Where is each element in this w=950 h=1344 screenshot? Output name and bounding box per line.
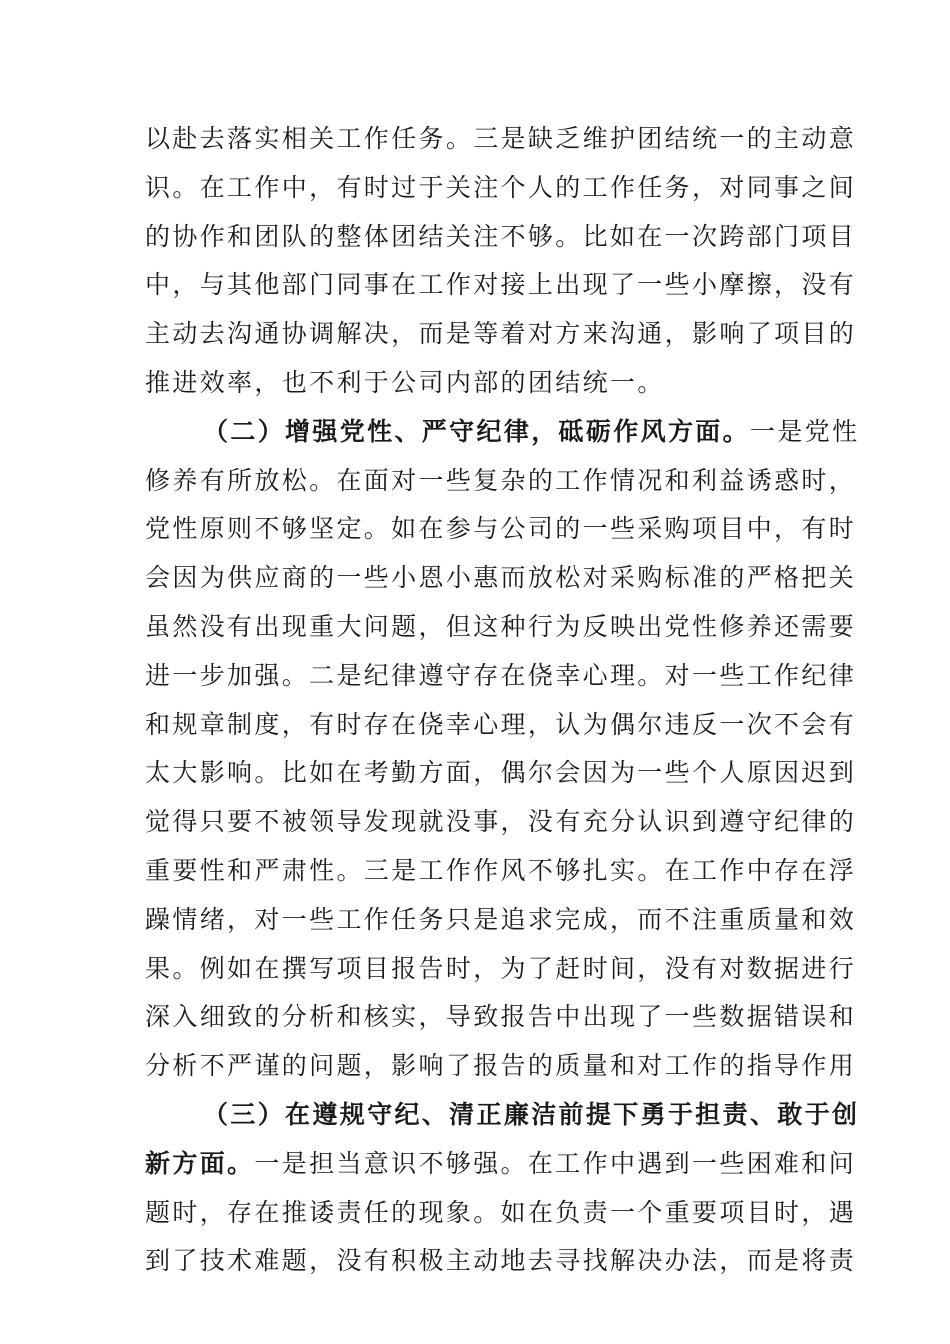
- body-text: 党性原则不够坚定。如在参与公司的一些采购项目中，有时: [145, 514, 857, 544]
- text-line: [145, 359, 810, 408]
- body-text: 和规章制度，有时存在侥幸心理，认为偶尔违反一次不会有: [145, 709, 857, 739]
- text-line: [145, 603, 857, 652]
- body-text: 题时，存在推诿责任的现象。如在负责一个重要项目时，遇: [145, 1197, 857, 1227]
- text-line: [145, 847, 857, 896]
- body-text: 的协作和团队的整体团结关注不够。比如在一次跨部门项目: [145, 221, 857, 251]
- text-line: [145, 1140, 857, 1189]
- text-line: [145, 505, 857, 554]
- text-line: [145, 896, 857, 945]
- text-line: [145, 652, 857, 701]
- body-text: 太大影响。比如在考勤方面，偶尔会因为一些个人原因迟到: [145, 758, 857, 788]
- heading-text: （三）在遵规守纪、清正廉洁前提下勇于担责、敢于创: [203, 1099, 860, 1129]
- text-line: [145, 213, 857, 262]
- body-text: 主动去沟通协调解决，而是等着对方来沟通，影响了项目的: [145, 319, 857, 349]
- body-text: 会因为供应商的一些小恩小惠而放松对采购标准的严格把关: [145, 563, 857, 593]
- document-body: [145, 115, 860, 1286]
- text-line: [145, 749, 857, 798]
- text-line: [145, 164, 857, 213]
- body-text: 到了技术难题，没有积极主动地去寻找解决办法，而是将责: [145, 1246, 857, 1276]
- heading-text: （二）增强党性、严守纪律，砥砺作风方面。: [203, 416, 751, 446]
- text-line: [145, 261, 857, 310]
- text-line: [145, 1042, 857, 1091]
- body-text: 推进效率，也不利于公司内部的团结统一。: [145, 367, 665, 397]
- text-line: [145, 945, 857, 994]
- body-text: 果。例如在撰写项目报告时，为了赶时间，没有对数据进行: [145, 953, 857, 983]
- body-text: 分析不严谨的问题，影响了报告的质量和对工作的指导作用: [145, 1051, 857, 1081]
- body-text: 以赴去落实相关工作任务。三是缺乏维护团结统一的主动意: [145, 124, 857, 153]
- text-line: [145, 1237, 857, 1286]
- text-line: [145, 1091, 860, 1140]
- text-line: [145, 554, 857, 603]
- text-line: [145, 993, 857, 1042]
- body-text: 虽然没有出现重大问题，但这种行为反映出党性修养还需要: [145, 611, 857, 641]
- body-text: 一是党性: [750, 416, 860, 446]
- text-line: [145, 408, 860, 457]
- text-line: [145, 115, 857, 164]
- text-line: [145, 310, 857, 359]
- text-line: [145, 457, 857, 506]
- text-line: [145, 701, 857, 750]
- body-text: 识。在工作中，有时过于关注个人的工作任务，对同事之间: [145, 172, 857, 202]
- heading-text: 新方面。: [145, 1148, 255, 1178]
- body-text: 深入细致的分析和核实，导致报告中出现了一些数据错误和: [145, 1002, 857, 1032]
- body-text: 一是担当意识不够强。在工作中遇到一些困难和问: [254, 1148, 857, 1178]
- body-text: 觉得只要不被领导发现就没事，没有充分认识到遵守纪律的: [145, 807, 857, 837]
- body-text: 中，与其他部门同事在工作对接上出现了一些小摩擦，没有: [145, 270, 857, 300]
- body-text: 重要性和严肃性。三是工作作风不够扎实。在工作中存在浮: [145, 855, 857, 885]
- text-line: [145, 798, 857, 847]
- body-text: 躁情绪，对一些工作任务只是追求完成，而不注重质量和效: [145, 904, 857, 934]
- text-line: [145, 1189, 857, 1238]
- body-text: 修养有所放松。在面对一些复杂的工作情况和利益诱惑时，: [145, 465, 857, 495]
- body-text: 进一步加强。二是纪律遵守存在侥幸心理。对一些工作纪律: [145, 660, 857, 690]
